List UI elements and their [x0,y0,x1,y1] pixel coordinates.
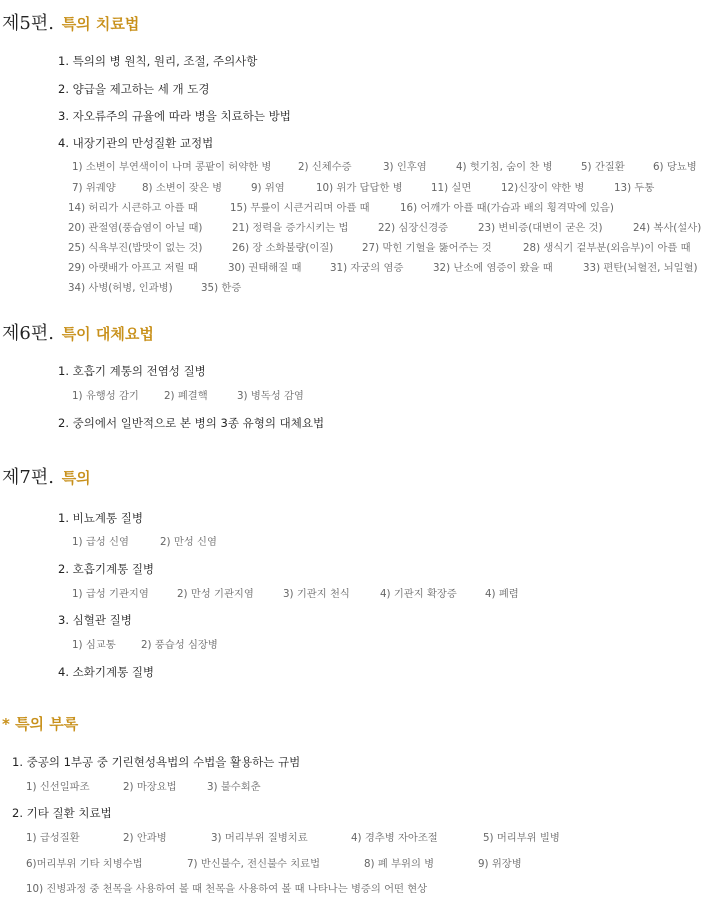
part5-sub: 16) 어깨가 아플 때(가슴과 배의 횡격막에 있음) [400,202,614,214]
part7-sub: 3) 기관지 천식 [283,588,350,600]
part5-item-2: 2. 양급을 제고하는 세 개 도경 [58,82,210,96]
part5-label: 제5편. [2,13,54,34]
appendix-sub: 2) 마장요법 [123,781,177,793]
part5-sub: 20) 관절염(풍습염이 아닐 때) [68,222,203,234]
part5-sub: 32) 난소에 염증이 왔을 때 [433,262,553,274]
part7-heading [2,467,91,489]
part5-sub: 3) 인후염 [383,161,427,173]
appendix-sub: 3) 불수회춘 [207,781,261,793]
part5-sub: 23) 변비증(대변이 굳은 것) [478,222,603,234]
part7-sub: 1) 급성 기관지염 [72,588,149,600]
part7-sub: 1) 심교통 [72,639,116,651]
appendix-sub: 9) 위장병 [478,858,522,870]
part7-label: 제7편. [2,467,54,488]
part5-sub: 21) 정력을 증가시키는 법 [232,222,349,234]
part6-sub: 1) 유행성 감기 [72,390,139,402]
part5-sub: 7) 위궤양 [72,182,116,194]
appendix-sub: 4) 경추병 자아조절 [351,832,438,844]
part7-title: 특의 [61,469,91,487]
part7-item-4: 4. 소화기계통 질병 [58,665,155,679]
appendix-sub: 1) 신선일파조 [26,781,90,793]
appendix-sub: 6)머리부위 기타 치병수법 [26,858,143,870]
part7-item-2: 2. 호흡기계통 질병 [58,562,155,576]
part5-sub: 29) 아랫배가 아프고 저릴 때 [68,262,198,274]
part5-sub: 26) 장 소화불량(이질) [232,242,334,254]
part6-title: 특이 대체요법 [61,325,154,343]
part7-sub: 2) 만성 기관지염 [177,588,254,600]
part7-sub: 4) 폐렴 [485,588,519,600]
part5-sub: 28) 생식기 겉부분(외음부)이 아플 때 [523,242,691,254]
part5-sub: 31) 자궁의 염증 [330,262,404,274]
part5-sub: 33) 편탄(뇌혈전, 뇌일혈) [583,262,698,274]
part5-sub: 14) 허리가 시큰하고 아플 때 [68,202,198,214]
part5-sub: 34) 사병(허병, 인과병) [68,282,173,294]
part7-sub: 2) 풍습성 심장병 [141,639,218,651]
part5-sub: 13) 두통 [614,182,655,194]
part6-heading [2,323,154,345]
appendix-title: * 특의 부록 [2,715,79,733]
part7-sub: 1) 급성 신염 [72,536,129,548]
part7-sub: 4) 기관지 확장증 [380,588,457,600]
part6-label: 제6편. [2,323,54,344]
part5-sub: 27) 막힌 기혈을 뚫어주는 것 [362,242,492,254]
part5-sub: 11) 실면 [431,182,472,194]
part5-sub: 2) 신체수증 [298,161,352,173]
part7-item-1: 1. 비뇨계통 질병 [58,511,143,525]
part6-sub: 3) 병독성 감염 [237,390,304,402]
part5-sub: 35) 한증 [201,282,242,294]
appendix-sub: 8) 폐 부위의 병 [364,858,435,870]
appendix-sub: 3) 머리부위 질병치료 [211,832,308,844]
part7-item-3: 3. 심혈관 질병 [58,613,132,627]
part5-sub: 22) 심장신경증 [378,222,449,234]
part5-item-1: 1. 특의의 병 원칙, 원리, 조절, 주의사항 [58,54,258,68]
part5-sub: 6) 당뇨병 [653,161,697,173]
part5-sub: 9) 위염 [251,182,285,194]
part5-sub: 5) 간질환 [581,161,625,173]
appendix-sub: 1) 급성질환 [26,832,80,844]
appendix-item-1: 1. 중공의 1부공 중 기린현성욕법의 수법을 활용하는 규범 [12,755,301,769]
part6-item-1: 1. 호흡기 계통의 전염성 질병 [58,364,206,378]
part5-title: 특의 치료법 [61,15,140,33]
appendix-sub: 2) 안과병 [123,832,167,844]
part5-item-3: 3. 자오류주의 규율에 따라 병을 치료하는 방법 [58,109,291,123]
part7-sub: 2) 만성 신염 [160,536,217,548]
part5-sub: 25) 식욕부진(밥맛이 없는 것) [68,242,203,254]
part5-sub: 24) 복사(설사) [633,222,702,234]
part5-sub: 4) 헛기침, 숨이 찬 병 [456,161,553,173]
part5-sub: 15) 무릎이 시큰거리며 아플 때 [230,202,370,214]
appendix-sub: 5) 머리부위 빌병 [483,832,560,844]
part5-item-4: 4. 내장기관의 만성질환 교정법 [58,136,214,150]
appendix-sub: 10) 진병과정 중 천목을 사용하여 볼 때 천목을 사용하여 볼 때 나타나는 병증의 어떤 현상 [26,883,428,895]
appendix-sub: 7) 반신불수, 전신불수 치료법 [187,858,321,870]
appendix-item-2: 2. 기타 질환 치료법 [12,806,112,820]
part5-sub: 30) 권태해질 때 [228,262,302,274]
part5-sub: 8) 소변이 잦은 병 [142,182,223,194]
part5-sub: 12)신장이 약한 병 [501,182,585,194]
part5-sub: 10) 위가 답답한 병 [316,182,403,194]
part5-sub: 1) 소변이 부연색이이 나며 콩팥이 허약한 병 [72,161,272,173]
part5-heading [2,13,139,35]
part6-sub: 2) 폐결핵 [164,390,208,402]
part6-item-2: 2. 중의에서 일반적으로 본 병의 3종 유형의 대체요법 [58,416,325,430]
